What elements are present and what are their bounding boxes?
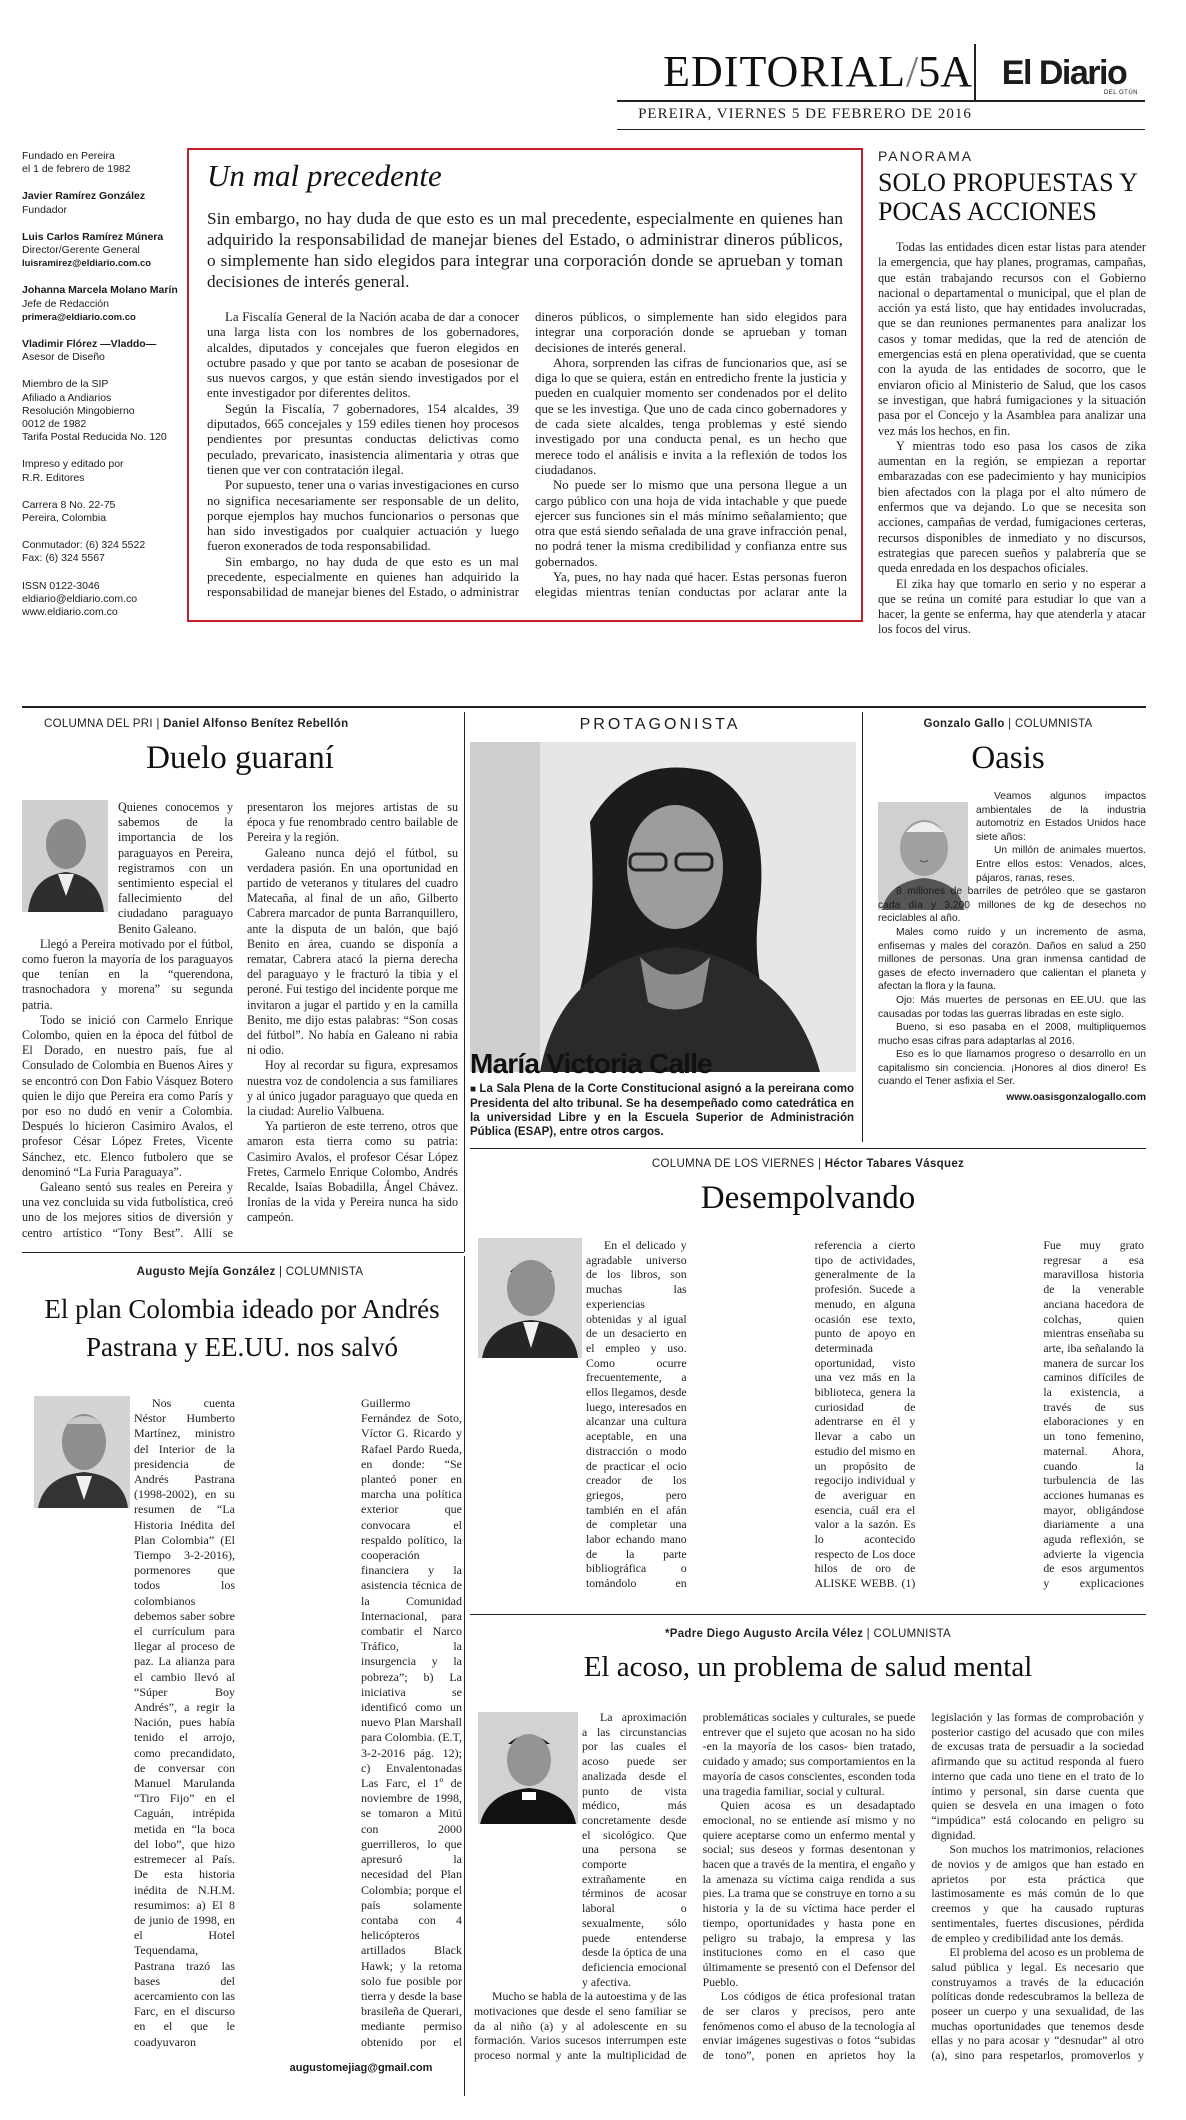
- acoso-body: [474, 1710, 1144, 2064]
- staff-role: Jefe de Redacción: [22, 297, 109, 310]
- paragraph: Ya, pues, no hay nada qué hacer. Estas personas fueron elegidas mientras tenían conductas por aclarar ante la: [535, 570, 847, 600]
- editorial-title: Un mal precedente: [207, 158, 442, 193]
- plan-byline: Augusto Mejía González | COLUMNISTA: [136, 1266, 364, 1278]
- section-header: EDITORIAL/5A: [612, 46, 972, 92]
- paragraph: Mucho se habla de la autoestima y de las motivaciones que desde el seno familiar se da al niño (a) y al adolescente en su formación. Varios sucesos interrumpen este proceso normal y ante la multiplicidad de problemáticas sociales y culturales, se puede entrever que el sujeto que acosan no ha sido -en la mayoría de los casos- bien tratado, cuidado y amado; sus comportamientos en la mayoría de casos conscientes, esconden toda una tragedia familiar, social y cultural.: [474, 1710, 916, 2063]
- paragraph: Todas las entidades dicen estar listas para atender la emergencia, que hay planes, programas, campañas, que están trabajando recursos con el Gobierno nacional o departamental o municipal, que el plan de acción ya está listo, que hay entidades involucradas, que se dan reuniones permanentes para analizar los casos y tomar medidas, que la red de atención de emergencias está en plena operatividad, que se cuenta con la ayuda de las entidades de socorro, que le enviaron oficio al Ministerio de Salud, que los casos se investigan, que habrá fumigaciones y la situación pasa por el Concejo y la Asamblea para analizar una vez más los hechos, en fin.: [878, 240, 1146, 438]
- acoso-byline: *Padre Diego Augusto Arcila Vélez | COLUMNISTA: [664, 1628, 952, 1640]
- paragraph: La Fiscalía General de la Nación acaba de dar a conocer una larga lista con los nombres de los gobernadores, alcaldes, diputados y concejales que fueron elegidos en octubre pasado y que por tanto se acaban de posesionar de sus nuevos cargos, y que están siendo investigados por el ente investigador por diferentes delitos.: [207, 310, 519, 401]
- paragraph: Hoy al recordar su figura, expresamos nuestra voz de condolencia a sus familiares y al único jugador paraguayo que queda en la ciudad: Aurelio Valbuena.: [247, 1058, 458, 1119]
- paragraph: Quien acosa es un desadaptado emocional, no se entiende así mismo y no quiere aceptarse como un enfermo mental y social; sus deseos y formas desentonan y hacen que a través de la mentira, el engaño y la amenaza su víctima caiga rendida a sus pies. La trama que se construye en torno a su historia y la de su víctima hace perder el tiempo, oportunidades y hasta pone en peligro su trabajo, la empresa y las instituciones como en el caso que últimamente se presentó con el Defensor del Pueblo.: [702, 1798, 916, 1989]
- issn-contact[interactable]: ISSN 0122-3046 eldiario@eldiario.com.co www.eldiario.com.co: [22, 579, 138, 619]
- paragraph: Los códigos de ética profesional tratan de ser claros y precisos, pero ante fenómenos como el abuso de la tecnología al enviar imágenes sugestivas o fotos “subidas de tono”, ponen en aprietos hoy la legislación y las formas de comprobación y posterior castigo del acusado que con miles de excusas trata de persuadir a la sociedad afirmando que su actitud responda al fuero interno que cada uno tiene en el trato de lo íntimo y personal, sin darse cuenta que quien se desvela en una imagen o foto “impúdica” está colocando en peligro su dignidad.: [702, 1710, 1144, 2063]
- oasis-website[interactable]: www.oasisgonzalogallo.com: [1006, 1092, 1146, 1104]
- editorial-lede: Sin embargo, no hay duda de que esto es un mal precedente, especialmente en quienes han adquirido la responsabilidad de manejar bienes del Estado, o administrar dineros públicos, o simplemente han sido elegidos para integrar una corporación donde se aprueban y toman decisiones de interés general.: [207, 209, 843, 291]
- paragraph: La aproximación a las circunstancias por las cuales el acoso puede ser analizada desde el punto de vista médico, más concretamente desde el sicológico. Que una persona se comporte extrañamente en términos de acosar laboral o sexualmente, sólo puede entenderse desde la óptica de una deficiencia emocional y afectiva.: [582, 1710, 687, 1989]
- paragraph: Según la Fiscalía, 7 gobernadores, 154 alcaldes, 39 diputados, 665 concejales y 159 ediles tienen hoy procesos pendientes por presuntas conductas delictivas como peculado, prevaricato, inasistencia alimentaria y otras que tienen que ver con contratación ilegal.: [207, 401, 519, 477]
- column-kicker: COLUMNA DEL PRI: [44, 718, 153, 730]
- membership: Miembro de la SIP Afiliado a Andiarios Resolución Mingobierno 0012 de 1982 Tarifa Postal Reducida No. 120: [22, 378, 167, 444]
- paragraph: No puede ser lo mismo que una persona llegue a un cargo público con una hoja de vida intachable y que puede ejercer sus funciones sin el más mínimo señalamiento; que otra que está siendo señalada de una grave infracción penal, no podrá tener la misma credibilidad y confianza entre sus gobernados.: [535, 478, 847, 569]
- paragraph: El problema del acoso es un problema de salud pública y legal. Es necesario que construyamos a través de la educación políticas donde redescubramos la belleza de poseer un cuerpo y una sexualidad, de las muchas oportunidades que tenemos desde ellas y no para acosar y “desnudar” al otro (a), sino para respetarlos, promoverlos y: [931, 1945, 1144, 2063]
- pri-title: Duelo guaraní: [146, 740, 334, 776]
- paragraph: Un millón de animales muertos. Entre ellos estos: Venados, alces, pájaros, ranas, reses.: [976, 845, 1146, 884]
- plan-title: El plan Colombia ideado por Andrés Pastrana y EE.UU. nos salvó: [44, 1294, 440, 1362]
- paragraph: Quienes conocemos y sabemos de la importancia de los paraguayos en Pereira, registramos con un sentimiento especial el fallecimiento del ciudadano paraguayo Benito Galeano.: [118, 800, 233, 936]
- caption-text: La Sala Plena de la Corte Constitucional asignó a la pereirana como Presidenta del alto tribunal. Se ha desempeñado como catedrática en la universidad Libre y en la Escuela Superior de Administración Pública (ESAP), entre otros cargos.: [470, 1083, 854, 1138]
- staff-entry: [22, 284, 182, 324]
- staff-entry: [22, 338, 182, 364]
- staff-email[interactable]: primera@eldiario.com.co: [22, 311, 136, 323]
- author-name: Daniel Alfonso Benítez Rebellón: [163, 718, 349, 730]
- staff-entry: [22, 190, 182, 216]
- column-kicker: COLUMNISTA: [1014, 718, 1093, 730]
- author-name: *Padre Diego Augusto Arcila Vélez: [664, 1628, 864, 1640]
- staff-name: Vladimir Flórez —Vladdo—: [22, 338, 157, 351]
- viernes-title: Desempolvando: [700, 1180, 916, 1216]
- staff-role: Director/Gerente General: [22, 244, 140, 257]
- editorial-box: [187, 148, 863, 622]
- printer: Impreso y editado por R.R. Editores: [22, 458, 124, 484]
- brand-tag: DEL OTÚN: [1103, 90, 1138, 96]
- address: Carrera 8 No. 22-75 Pereira, Colombia: [22, 498, 116, 525]
- staff-name: Johanna Marcela Molano Marín: [22, 284, 178, 297]
- author-name: Augusto Mejía González: [136, 1266, 276, 1278]
- acoso-title: El acoso, un problema de salud mental: [583, 1652, 1033, 1683]
- paragraph: Males como ruido y un incremento de asma, enfisemas y males del corazón. Daños en salud a 250 millones de personas. Una gran inmensa cantidad de gases de efecto invernadero que calientan el planeta y afectan la flora y la fauna.: [878, 926, 1146, 993]
- dateline: PEREIRA, VIERNES 5 DE FEBRERO DE 2016: [638, 106, 972, 122]
- staff-email[interactable]: luisramirez@eldiario.com.co: [22, 258, 152, 270]
- brand-name: El Diario: [1001, 56, 1127, 92]
- paragraph: Sin embargo, no hay duda de que esto es un mal precedente, especialmente en quienes han adquirido la responsabilidad de manejar bienes del Estado, o administrar dineros públicos, o simplemente han sido elegidos para integrar una corporación donde se aprueban y toman decisiones de interés general.: [207, 310, 847, 600]
- author-email[interactable]: augustomejiag@gmail.com: [289, 2062, 433, 2074]
- protagonista-kicker: PROTAGONISTA: [579, 716, 741, 733]
- viernes-body: [474, 1238, 1144, 1602]
- paragraph: Nos cuenta Néstor Humberto Martínez, ministro del Interior de la presidencia de Andrés Pastrana (1998-2002), en su resumen de “La Historia Inédita del Plan Colombia” (El Tiempo 3-2-2016), pormenores que todos los colombianos debemos saber sobre el currículum para llegar al proceso de paz. La alianza para el cambio llevó al “Súper Boy Andrés”, a regir la Nación, pues había tenido el arrojo, como precandidato, de conversar con Manuel Marulanda “Tiro Fijo” en el Caguán, intrépida metida en “la boca del lobo”, que hizo estremecer al País. De esta historia inédita de N.H.M. resumimos: a) El 8 de junio de 1998, en el Hotel Tequendama, Pastrana trazó las bases del acercamiento con las Farc, en el discurso en el que le coadyuvaron Guillermo Fernández de Soto, Víctor G. Ricardo y Rafael Pardo Rueda, en donde: “Se planteó poner en marcha una política exterior que convocara el respaldo político, la cooperación financiera y la asistencia técnica de la Comunidad Internacional, para combatir el Narco Tráfico, la insurgencia y la pobreza”; b) La iniciativa se identificó como un nuevo Plan Marshall para Colombia. (E.T, 3-2-2016 pág. 12); c) Envalentonadas Las Farc, el 1º de noviembre de 1998, se tomaron a Mitú con 2000 guerrilleros, lo que apresuró la necesidad del Plan Colombia; porque el país solamente contaba con 4 helicópteros artillados Black Hawk; y la retoma solo fue posible por tierra y desde la base brasileña de Querari, mediante permiso obtenido por el: [134, 1396, 462, 2049]
- founded-text: Fundado en Pereira el 1 de febrero de 1982: [22, 150, 131, 176]
- paragraph: Por supuesto, tener una o varias investigaciones en curso no significa necesariamente ser responsable de un delito, porque ejemplos hay muchos funcionarios o personas que han sido investigados por cualquier actuación y luego fueron exonerados de toda responsabilidad.: [207, 478, 519, 554]
- column-kicker: COLUMNISTA: [873, 1628, 952, 1640]
- protagonista-name: María Victoria Calle: [470, 1048, 712, 1079]
- paragraph: Veamos algunos impactos ambientales de la industria automotriz en Estados Unidos hace siete años:: [976, 791, 1146, 843]
- protagonista-caption: ■ La Sala Plena de la Corte Constitucional asignó a la pereirana como Presidenta del alto tribunal. Se ha desempeñado como catedrática en la universidad Libre y en la Escuela Superior de Administración Pública (ESAP), entre otros cargos.: [470, 1083, 854, 1138]
- panorama-body: [878, 240, 1146, 638]
- paragraph: Llegó a Pereira motivado por el fútbol, como fueron la mayoría de los paraguayos que tenían en la “querendona, trasnochadora y morena” su segunda patria.: [22, 936, 233, 1012]
- paragraph: Galeano nunca dejó el fútbol, su verdadera pasión. En una oportunidad en partido de veteranos y titulares del cuadro Matecaña, al final de un año, Gilberto Cabrera marcador de punta Barranquillero, ante la disputa de un balón, que bajó Benito en área, cuando se disponía a rematar, Cabrera atacó la pierna derecha del paraguayo y le fracturó la tibia y el peroné. Fui testigo del incidente porque me invitaron a jugar el partido y en la camilla Benito, me dijo estas palabras: “Son cosas del fútbol”. No había en Galeano ni rabia ni odio.: [247, 845, 458, 1058]
- panorama-title: SOLO PROPUESTAS Y POCAS ACCIONES: [878, 168, 1137, 226]
- paragraph: El zika hay que tomarlo en serio y no esperar a que se reúna un comité para estudiar lo que van a hacer, la gente se enferma, hay que atenderla y atacar los focos del virus.: [878, 576, 1146, 637]
- author-name: Gonzalo Gallo: [923, 718, 1005, 730]
- section-name: EDITORIAL: [663, 47, 906, 92]
- page-number: 5A: [918, 47, 972, 92]
- plan-body: [22, 1396, 462, 2060]
- pri-byline: COLUMNA DEL PRI | Daniel Alfonso Benítez Rebellón: [44, 718, 349, 730]
- staff-name: Javier Ramírez González: [22, 190, 146, 203]
- column-kicker: COLUMNA DE LOS VIERNES: [651, 1158, 815, 1170]
- panorama-kicker: PANORAMA: [878, 148, 974, 164]
- paragraph: Todo se inició con Carmelo Enrique Colombo, quien en la época del fútbol de El Dorado, en nuestro país, fue al Consulado de Colombia en Buenos Aires y se encontró con Don Fabio Vásquez Botero quien le dijo que Pereira era como París y por eso no dudó en venir a Colombia. Después lo hicieron Casimiro Avalos, el profesor César López Fretes, Vicente Sánchez, etc. Elenco futbolero que se denominó “La Furia Paraguaya”.: [22, 1012, 233, 1179]
- panorama-column: [878, 148, 1146, 688]
- brand-logo: [984, 56, 1144, 100]
- paragraph: Ya partieron de este terreno, otros que amaron esta tierra como su patria: Casimiro Avalos, el profesor César López Fretes, Carmelo Enrique Colombo, Andrés Recalde, Isaías Bobadilla, Ángel Chávez. Ironías de la vida y Pereira nunca ha sido campeón.: [247, 1119, 458, 1225]
- paragraph: Ojo: Más muertes de personas en EE.UU. que las causadas por todas las guerras libradas en este siglo.: [878, 994, 1146, 1020]
- viernes-byline: COLUMNA DE LOS VIERNES | Héctor Tabares Vásquez: [651, 1158, 965, 1170]
- paragraph: Galeano sentó sus reales en Pereira y una vez concluida su vida futbolística, creó uno de los mejores sitios de diversión y centro artístico “Tony Best”. Allí se presentaron los mejores artistas de su época y fue renombrado centro bailable de Pereira y la región.: [22, 800, 458, 1240]
- staff-role: Asesor de Diseño: [22, 351, 105, 364]
- paragraph: 8 millones de barriles de petróleo que se gastaron cada día y 3.200 millones de kg de desechos no reciclables al año.: [878, 886, 1146, 925]
- editorial-body: [207, 310, 847, 612]
- staff-name: Luis Carlos Ramírez Múnera: [22, 230, 164, 243]
- paragraph: Ahora, sorprenden las cifras de funcionarios que, así se diga lo que se quiera, están en entredicho frente la justicia y pueden en cualquier momento ser condenados por el delito que se les investiga. Que uno de cada cinco gobernadores y de cada siete alcaldes, tenga problemas y esté siendo investigado por una conducta penal, es un hecho que merece todo el análisis e invita a la reflexión de todos los ciudadanos.: [535, 355, 847, 477]
- protagonista-photo: [470, 742, 856, 1072]
- paragraph: Bueno, si eso pasaba en el 2008, multipliquemos mucho esas cifras para adaptarlas al 2016.: [878, 1022, 1146, 1047]
- oasis-title: Oasis: [971, 740, 1045, 776]
- paragraph: Eso es lo que llamamos progreso o desarrollo en un capitalismo sin conciencia. ¡Honores al dios dinero! Es cuando el Tener asfixia el Ser.: [878, 1049, 1146, 1088]
- column-kicker: COLUMNISTA: [285, 1266, 364, 1278]
- pri-body: [22, 800, 458, 1244]
- staff-entry: [22, 231, 182, 271]
- oasis-body: [878, 790, 1146, 1134]
- oasis-byline: Gonzalo Gallo | COLUMNISTA: [923, 718, 1093, 730]
- phones: Conmutador: (6) 324 5522 Fax: (6) 324 5567: [22, 539, 146, 565]
- paragraph: Y mientras todo eso pasa los casos de zika aumentan en la región, se empiezan a reportar embarazadas con ese padecimiento y hay municipios bien afectados con la plaga por el alto número de enfermos que va dejando. Lo que se necesita son acciones, campañas de verdad, fumigaciones certeras, recursos disponibles de inmediato y no discursos, estrategias que parecen sueños y palabrería que se queda enredada en los despachos oficiales.: [878, 438, 1146, 576]
- staff-role: Fundador: [22, 203, 67, 216]
- author-name: Héctor Tabares Vásquez: [824, 1158, 965, 1170]
- paragraph: Son muchos los matrimonios, relaciones de novios y de amigos que han estado en aprietos por esta práctica que lastimosamente es más común de lo que creemos y que ha causado rupturas sentimentales, fuertes discusiones, pérdida de empleo y credibilidad ante los demás.: [931, 1842, 1144, 1945]
- paragraph: En el delicado y agradable universo de los libros, son muchas las experiencias obtenidas y al igual de un desacierto en el empleo y uso. Como ocurre frecuentemente, a ellos llegamos, desde luego, interesados en alcanzar una cultura aceptable, en una distracción o modo de practicar el ocio creador de los griegos, pero también en el afán de completar una labor echando mano de la parte bibliográfica o tomándolo en referencia a cierto tipo de actividades, generalmente de la profesión. Sucede a menudo, en alguna ocasión ese texto, punto de apoyo en determinada oportunidad, visto una vez más en la biblioteca, genera la curiosidad de adentrarse en él y llevar a cabo un estudio del mismo en un propósito de regocijo individual y de averiguar en esencia, cuál era el valor a la sazón. Es lo acontecido respecto de Los doce hilos de oro de ALISKE WEBB. (1) Fue muy grato regresar a esa maravillosa historia de la venerable anciana hacedora de colchas, quien mientras enseñaba su arte, iba señalando la manera de surcar los caminos difíciles de la existencia, a través de sus elaboraciones y en un tono femenino, maternal. Ahora, cuando la turbulencia de las acciones humanas es mayor, obligándose diariamente a una aguda reflexión, se advierte la vigencia de esos argumentos y explicaciones: [586, 1238, 1144, 1591]
- masthead: [22, 150, 182, 720]
